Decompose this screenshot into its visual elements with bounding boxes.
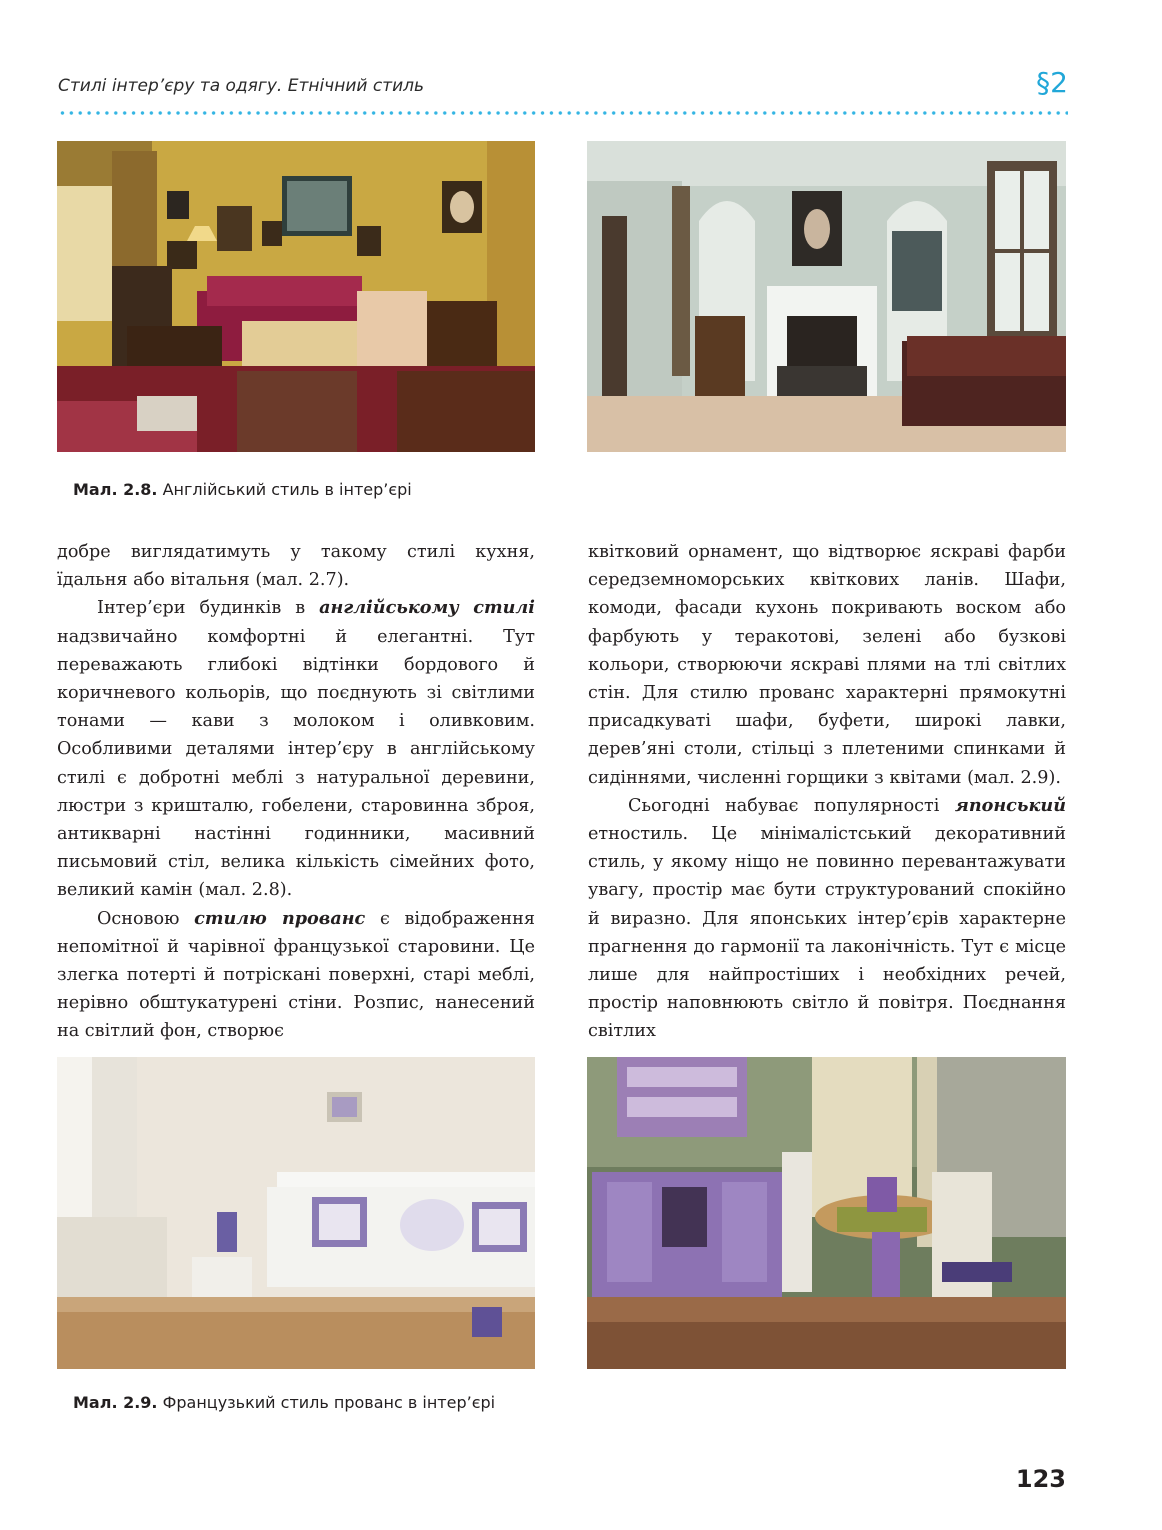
photo-provence-lavender-dining <box>587 1057 1066 1369</box>
photo-english-living-room <box>57 141 535 452</box>
photo-provence-white-sofa <box>57 1057 535 1369</box>
figure-caption-2-8 <box>73 480 412 499</box>
photo-english-fireplace-room <box>587 141 1066 452</box>
figure-text: Англійський стиль в інтер’єрі <box>157 480 412 499</box>
dotted-divider <box>58 110 1068 116</box>
section-number: §2 <box>1036 66 1068 99</box>
paragraph: Сьогодні набуває популярності японський етностиль. Це мінімалістський декоративний стиль, у якому ніщо не повинно перевантажувати увагу, простір має бути структурований спокійно й виразно. Для японських інтер’єрів характерне прагнення до гармонії та лаконічність. Тут є місце лише для найпростіших і необхідних речей, простір наповнюють світло й повітря. Поєднання світлих <box>588 794 1066 1042</box>
paragraph: Основою стилю прованс є відображення непомітної й чарівної французької старовини. Це злегка потерті й потріскані поверхні, старі меблі, нерівно обштукатурені стіни. Розпис, нанесений на світлий фон, створює <box>57 907 535 1042</box>
text-column-right <box>588 538 1066 1046</box>
emphasized-term: японський <box>954 794 1066 816</box>
figure-text: Французький стиль прованс в інтер’єрі <box>157 1393 496 1412</box>
figure-label: Мал. 2.8. <box>73 480 158 499</box>
figure-caption-2-9 <box>73 1393 495 1412</box>
paragraph: Інтер’єри будинків в англійському стилі надзвичайно комфортні й елегантні. Тут переважають глибокі відтінки бордового й коричневого кольорів, що поєднують зі світлими тонами — кави з молоком і оливковим. Особливими деталями інтер’єру в англійському стилі є добротні меблі з натуральної деревини, люстри з кришталю, гобелени, старовинна зброя, антикварні настінні годинники, масивний письмовий стіл, велика кількість сімейних фото, великий камін (мал. 2.8). <box>57 597 535 901</box>
page-number: 123 <box>1015 1465 1066 1493</box>
paragraph: добре виглядатимуть у такому стилі кухня, їдальня або вітальня (мал. 2.7). <box>57 542 535 591</box>
text-column-left <box>57 538 535 1046</box>
emphasized-term: стилю прованс <box>194 907 366 929</box>
emphasized-term: англійському стилі <box>319 597 535 619</box>
figure-label: Мал. 2.9. <box>73 1393 158 1412</box>
chapter-title: Стилі інтер’єру та одягу. Етнічний стиль <box>58 76 425 96</box>
running-header <box>58 66 1068 102</box>
paragraph: квітковий орнамент, що відтворює яскраві фарби середземноморських квіткових ланів. Шафи, комоди, фасади кухонь покривають воском або фарбують у теракотові, зелені або бузкові кольори, створюючи яскраві плями на тлі світлих стін. Для стилю прованс характерні прямокутні присадкуваті шафи, буфети, широкі лавки, дерев’яні столи, стільці з плетеними спинками й сидіннями, численні горщики з квітами (мал. 2.9). <box>588 542 1066 788</box>
